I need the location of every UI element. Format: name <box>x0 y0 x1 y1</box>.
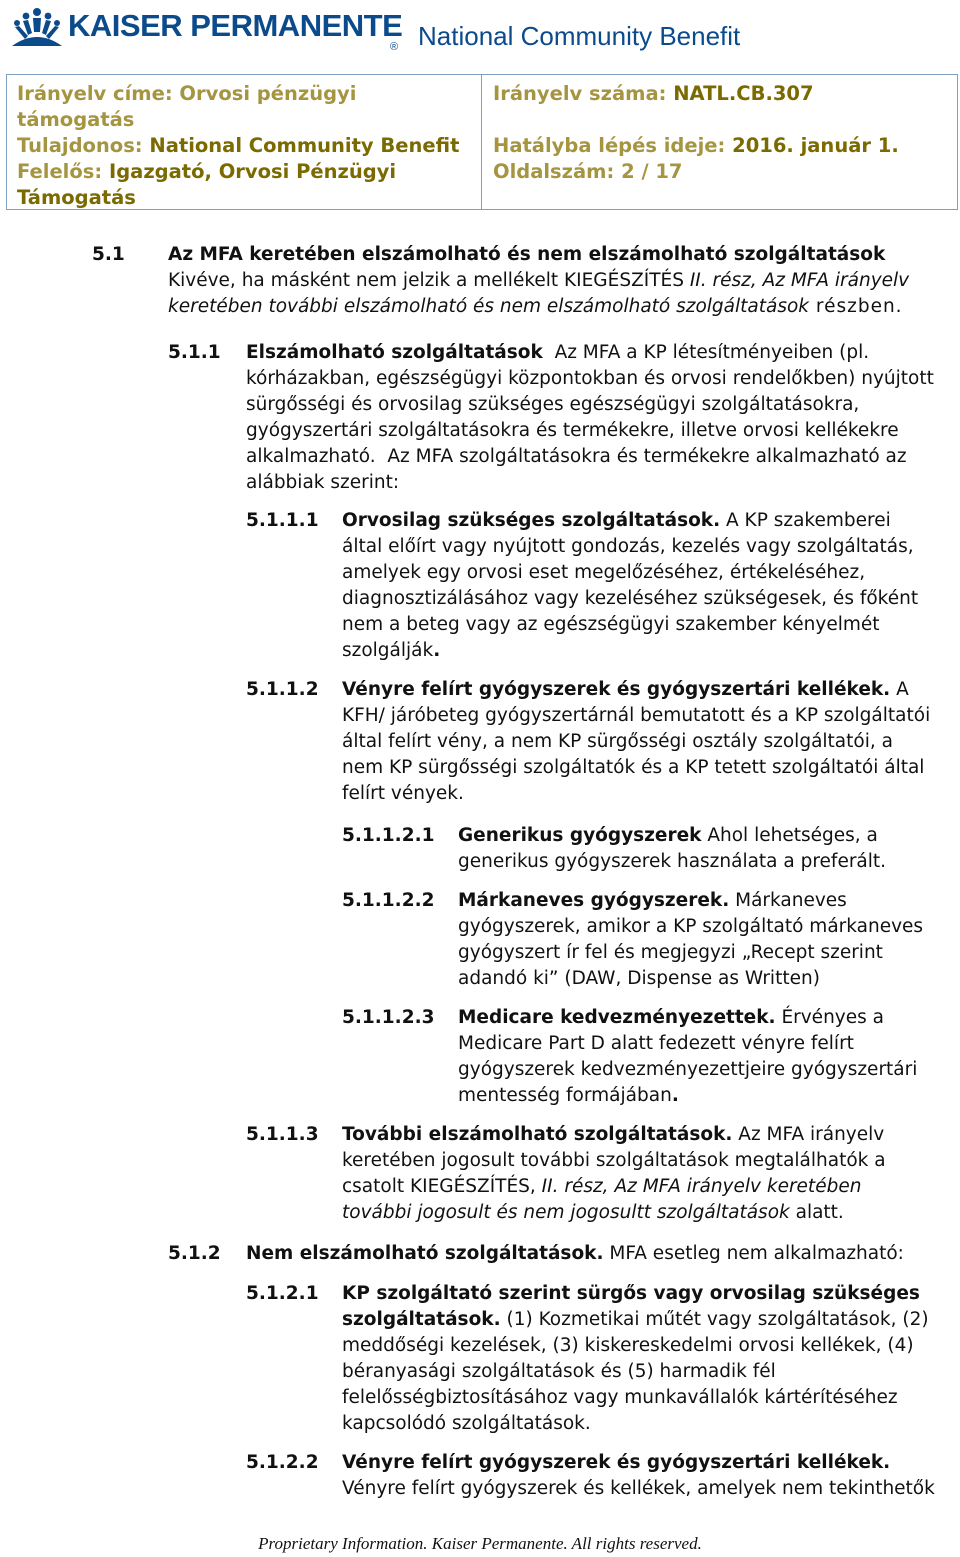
paragraph-line <box>342 1307 929 1333</box>
paragraph-line: Medicare Part D alatt fedezett vényre felírt <box>458 1033 854 1054</box>
policy-title-value-2: támogatás <box>17 108 135 131</box>
text-run: Az MFA a KP létesítményeiben (pl. <box>554 342 870 363</box>
policy-header-table <box>6 74 958 210</box>
paragraph-line: kórházakban, egészségügyi központokban és orvosi rendelőkben) nyújtott <box>246 368 934 389</box>
paragraph-line: gyógyszerek kedvezményezettjeire gyógyszertári <box>458 1059 918 1080</box>
section-number: 5.1.1.2.2 <box>342 890 435 911</box>
paragraph-line <box>458 1005 884 1031</box>
italic-reference: keretében további elszámolható és nem elszámolható szolgáltatások <box>168 296 810 317</box>
section-heading: Generikus gyógyszerek <box>458 825 702 846</box>
text-run: alatt. <box>789 1202 844 1223</box>
text-run: Ahol lehetséges, a <box>701 825 878 846</box>
text-run: szolgálják <box>342 640 434 661</box>
responsible-label: Felelős: <box>17 160 103 183</box>
section-heading: Vényre felírt gyógyszerek és gyógyszertári kellékek. <box>342 1452 891 1473</box>
policy-number-value: NATL.CB.307 <box>673 82 814 105</box>
section-heading: Nem elszámolható szolgáltatások. <box>246 1243 604 1264</box>
paragraph-line: kapcsolódó szolgáltatások. <box>342 1413 591 1434</box>
text-run: csatolt KIEGÉSZÍTÉS, <box>342 1176 542 1197</box>
paragraph-line: Vényre felírt gyógyszerek és kellékek, amelyek nem tekinthetők <box>342 1478 935 1499</box>
table-divider <box>481 75 482 209</box>
paragraph-line: diagnosztizálásához vagy kezeléséhez szükségesek, és főként <box>342 588 919 609</box>
paragraph-line <box>458 888 847 914</box>
paragraph-line <box>458 823 878 849</box>
section-heading: szolgáltatások. <box>342 1309 501 1330</box>
responsible-cell <box>17 159 396 185</box>
responsible-value-2: Támogatás <box>17 186 136 209</box>
paragraph-line <box>458 1083 679 1109</box>
text-run: Kivéve, ha másként nem jelzik a mellékelt KIEGÉSZÍTÉS <box>168 270 690 291</box>
section-number: 5.1.1.2.1 <box>342 825 435 846</box>
paragraph-line: keretében jogosult további szolgáltatások megtalálhatók a <box>342 1150 886 1171</box>
responsible-value: Igazgató, Orvosi Pénzügyi <box>108 160 397 183</box>
section-heading: Az MFA keretében elszámolható és nem elszámolható szolgáltatások <box>168 244 886 265</box>
paragraph-line: amelyek egy orvosi eset megelőzéséhez, értékeléséhez, <box>342 562 866 583</box>
owner-cell <box>17 133 459 159</box>
paragraph-line <box>342 1200 844 1226</box>
paragraph-line: adandó ki” (DAW, Dispense as Written) <box>458 968 820 989</box>
paragraph-line <box>246 1241 904 1267</box>
paragraph-line: által előírt vagy nyújtott gondozás, kezelés vagy szolgáltatás, <box>342 536 914 557</box>
text-run: . <box>671 1085 679 1106</box>
italic-reference: II. rész, Az MFA irányelv <box>689 270 910 291</box>
section-number: 5.1.2 <box>168 1243 221 1264</box>
paragraph-line: felírt vények. <box>342 783 464 804</box>
text-run: . <box>433 640 441 661</box>
page-number-cell <box>493 159 683 185</box>
text-run: A <box>890 679 909 700</box>
section-number: 5.1.1.2.3 <box>342 1007 435 1028</box>
text-run: részben. <box>809 296 903 317</box>
paragraph-line: sürgősségi és orvosilag szükséges egészségügyi szolgáltatásokra, <box>246 394 860 415</box>
section-number: 5.1.1 <box>168 342 221 363</box>
registered-mark: ® <box>390 41 399 53</box>
text-run: Az MFA irányelv <box>732 1124 885 1145</box>
paragraph-line <box>342 677 909 703</box>
section-number: 5.1.1.2 <box>246 679 319 700</box>
paragraph-line: béranyasági szolgáltatások és (5) harmadik fél <box>342 1361 776 1382</box>
text-run: (1) Kozmetikai műtét vagy szolgáltatások, (2) <box>500 1309 929 1330</box>
paragraph-line: felelősségbiztosításához vagy munkavállalók kártérítéséhez <box>342 1387 898 1408</box>
section-heading: További elszámolható szolgáltatások. <box>342 1124 733 1145</box>
section-heading: KP szolgáltató szerint sürgős vagy orvosilag szükséges <box>342 1283 920 1304</box>
paragraph-line: nem a beteg vagy az egészségügyi szakember kényelmét <box>342 614 880 635</box>
paragraph-line: gyógyszert ír fel és megjegyzi „Recept szerint <box>458 942 883 963</box>
text-run: Érvényes a <box>775 1007 884 1028</box>
effective-date-cell <box>493 133 899 159</box>
owner-value: National Community Benefit <box>149 134 460 157</box>
page-number-value: 2 / 17 <box>621 160 683 183</box>
effective-date-value: 2016. január 1. <box>732 134 899 157</box>
paragraph-line <box>246 340 869 366</box>
policy-number-label: Irányelv száma: <box>493 82 667 105</box>
paragraph-line <box>342 1122 884 1148</box>
section-number: 5.1.2.1 <box>246 1283 319 1304</box>
section-heading: Vényre felírt gyógyszerek és gyógyszertári kellékek. <box>342 679 891 700</box>
effective-date-label: Hatályba lépés ideje: <box>493 134 726 157</box>
section-number: 5.1 <box>92 244 125 265</box>
header-logo <box>10 4 960 52</box>
policy-number-cell <box>493 81 814 107</box>
italic-reference: további jogosult és nem jogosultt szolgáltatások <box>342 1202 790 1223</box>
paragraph-line: gyógyszerek, amikor a KP szolgáltató márkaneves <box>458 916 924 937</box>
paragraph-line <box>168 294 903 320</box>
program-title: National Community Benefit <box>418 21 741 51</box>
paragraph-line <box>342 638 440 664</box>
paragraph-line: generikus gyógyszerek használata a preferált. <box>458 851 887 872</box>
paragraph-line: meddőségi kezelések, (3) kiskereskedelmi orvosi kellékek, (4) <box>342 1335 914 1356</box>
text-run: A KP szakemberei <box>720 510 891 531</box>
paragraph-line: nem KP sürgősségi szolgáltatók és a KP tetett szolgáltatói által <box>342 757 925 778</box>
paragraph-line: alábbiak szerint: <box>246 472 400 493</box>
text-run: mentesség formájában <box>458 1085 672 1106</box>
paragraph-line <box>246 444 907 470</box>
policy-title-cell <box>17 81 356 107</box>
paragraph-line: által felírt vény, a nem KP sürgősségi osztály szolgáltatói, a <box>342 731 893 752</box>
text-run: Márkaneves <box>729 890 847 911</box>
section-number: 5.1.1.1 <box>246 510 319 531</box>
paragraph-line <box>342 1174 861 1200</box>
text-run: Az MFA szolgáltatásokra és termékekre alkalmazható az <box>387 446 907 467</box>
responsible-cont <box>17 185 136 211</box>
policy-title-label: Irányelv címe: <box>17 82 173 105</box>
section-heading: Márkaneves gyógyszerek. <box>458 890 730 911</box>
policy-title-cont <box>17 107 134 133</box>
kaiser-logo-icon <box>10 6 64 50</box>
logo-wordmark: KAISER PERMANENTE <box>68 8 403 43</box>
section-heading: Medicare kedvezményezettek. <box>458 1007 776 1028</box>
section-heading: Orvosilag szükséges szolgáltatások. <box>342 510 721 531</box>
owner-label: Tulajdonos: <box>17 134 143 157</box>
paragraph-line <box>342 508 891 534</box>
paragraph-line <box>168 268 909 294</box>
italic-reference: II. rész, Az MFA irányelv keretében <box>541 1176 862 1197</box>
policy-title-value: Orvosi pénzügyi <box>179 82 357 105</box>
text-run: MFA esetleg nem alkalmazható: <box>603 1243 904 1264</box>
section-number: 5.1.2.2 <box>246 1452 319 1473</box>
paragraph-line: KFH/ járóbeteg gyógyszertárnál bemutatott és a KP szolgáltatói <box>342 705 931 726</box>
text-run: alkalmazható. <box>246 446 376 467</box>
page-footer: Proprietary Information. Kaiser Permanente. All rights reserved. <box>258 1534 702 1553</box>
paragraph-line: gyógyszertári szolgáltatásokra és termékekre, illetve orvosi kellékekre <box>246 420 899 441</box>
section-number: 5.1.1.3 <box>246 1124 319 1145</box>
section-heading: Elszámolható szolgáltatások <box>246 342 543 363</box>
page-number-label: Oldalszám: <box>493 160 615 183</box>
